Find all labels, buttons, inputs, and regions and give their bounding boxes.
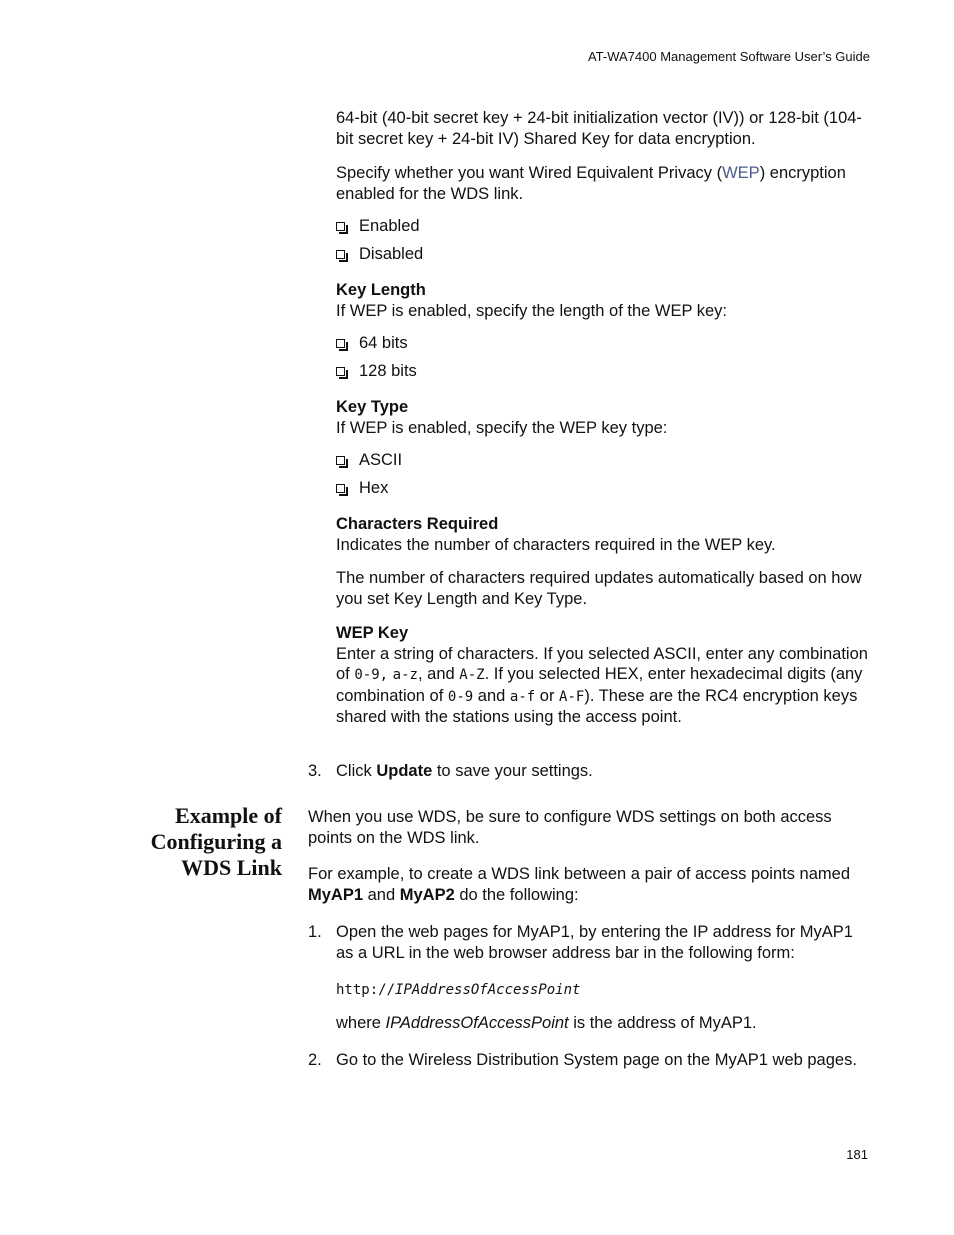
checkbox-icon [336, 367, 345, 376]
option-64-bits[interactable] [336, 334, 408, 353]
step-text: Go to the Wireless Distribution System page on the MyAP1 web pages. [336, 1051, 857, 1069]
page-number: 181 [846, 1147, 868, 1162]
chars-required-block [336, 514, 871, 555]
section-paragraph-1: When you use WDS, be sure to configure WDS settings on both access points on the WDS link. [308, 808, 832, 847]
where-text: where [336, 1014, 386, 1032]
step-text: to save your settings. [432, 762, 593, 780]
section-heading-line: WDS Link [181, 855, 282, 880]
ap-name: MyAP2 [399, 885, 455, 904]
option-128-bits[interactable] [336, 362, 417, 381]
wep-key-text: . If you selected HEX, enter hexadecimal digits (any combination of [336, 665, 863, 705]
chars-required-heading: Characters Required [336, 515, 499, 533]
key-length-text: If WEP is enabled, specify the length of the WEP key: [336, 301, 728, 320]
option-label: Disabled [359, 245, 424, 263]
section-paragraph-2 [308, 864, 871, 905]
wep-link[interactable]: WEP [722, 164, 760, 182]
step-number: 1. [308, 923, 322, 941]
section-text: do the following: [454, 885, 579, 904]
section-text: and [363, 885, 400, 904]
chars-required-text: Indicates the number of characters required in the WEP key. [336, 535, 776, 554]
checkbox-icon [336, 339, 345, 348]
url-prefix: http:// [336, 982, 396, 998]
option-disabled[interactable] [336, 245, 423, 264]
wep-text-b: ) encryption enabled for the WDS link. [336, 164, 846, 203]
key-length-heading: Key Length [336, 281, 426, 299]
checkbox-icon [336, 250, 345, 259]
wep-key-text: and [473, 686, 510, 705]
where-variable: IPAddressOfAccessPoint [385, 1014, 569, 1032]
code-range: A-F [559, 688, 585, 705]
step-text: Open the web pages for MyAP1, by entering the IP address for MyAP1 as a URL in the web browser address bar in the following form: [336, 923, 853, 962]
chars-required-paragraph: The number of characters required updates automatically based on how you set Key Length and Key Type. [336, 569, 862, 608]
key-length-block [336, 280, 871, 321]
step-2 [308, 1050, 871, 1071]
wep-paragraph [336, 163, 871, 204]
wep-key-text: , and [417, 665, 460, 683]
section-heading-line: Example of [175, 803, 282, 828]
option-label: Hex [359, 479, 389, 497]
key-type-text: If WEP is enabled, specify the WEP key type: [336, 418, 668, 437]
wep-key-text: Enter a string of characters. If you selected ASCII, enter any combination of [336, 644, 868, 683]
running-header: AT-WA7400 Management Software User’s Guide [587, 49, 870, 64]
code-range: A-Z [459, 667, 485, 683]
code-range: a-z [392, 667, 418, 683]
step-number: 2. [308, 1051, 322, 1069]
key-type-block [336, 397, 871, 438]
section-heading [120, 803, 282, 881]
update-label: Update [376, 762, 433, 780]
step-number: 3. [308, 762, 322, 780]
wep-text-a: Specify whether you want Wired Equivalent Privacy ( [336, 164, 723, 182]
wep-key-heading: WEP Key [336, 624, 409, 642]
checkbox-icon [336, 222, 345, 231]
ap-name: MyAP1 [308, 885, 364, 904]
step-text: Click [336, 762, 377, 780]
section-heading-line: Configuring a [150, 829, 282, 854]
option-label: Enabled [359, 217, 420, 235]
url-variable: IPAddressOfAccessPoint [395, 982, 581, 998]
section-text: For example, to create a WDS link between a pair of access points named [308, 865, 851, 883]
intro-paragraph: 64-bit (40-bit secret key + 24-bit initialization vector (IV)) or 128-bit (104-bit secret key + 24-bit IV) Shared Key for data encryption. [336, 109, 862, 148]
step-3 [308, 761, 871, 782]
option-label: 64 bits [359, 334, 408, 352]
wep-key-text: or [535, 686, 560, 705]
checkbox-icon [336, 456, 345, 465]
key-type-heading: Key Type [336, 398, 409, 416]
code-range: 0-9 [447, 688, 474, 705]
option-hex[interactable] [336, 479, 388, 498]
code-range: a-f [509, 688, 536, 705]
where-text: is the address of MyAP1. [568, 1014, 757, 1032]
option-label: ASCII [359, 451, 403, 469]
option-ascii[interactable] [336, 451, 402, 470]
option-enabled[interactable] [336, 217, 420, 236]
code-range: 0-9, [354, 667, 389, 683]
wep-key-block [336, 623, 871, 728]
url-example [336, 980, 580, 999]
checkbox-icon [336, 484, 345, 493]
step-1 [308, 922, 871, 963]
option-label: 128 bits [359, 362, 417, 380]
wep-key-text: ). These are the RC4 encryption keys shared with the stations using the access point. [336, 686, 858, 726]
where-paragraph [336, 1013, 871, 1034]
